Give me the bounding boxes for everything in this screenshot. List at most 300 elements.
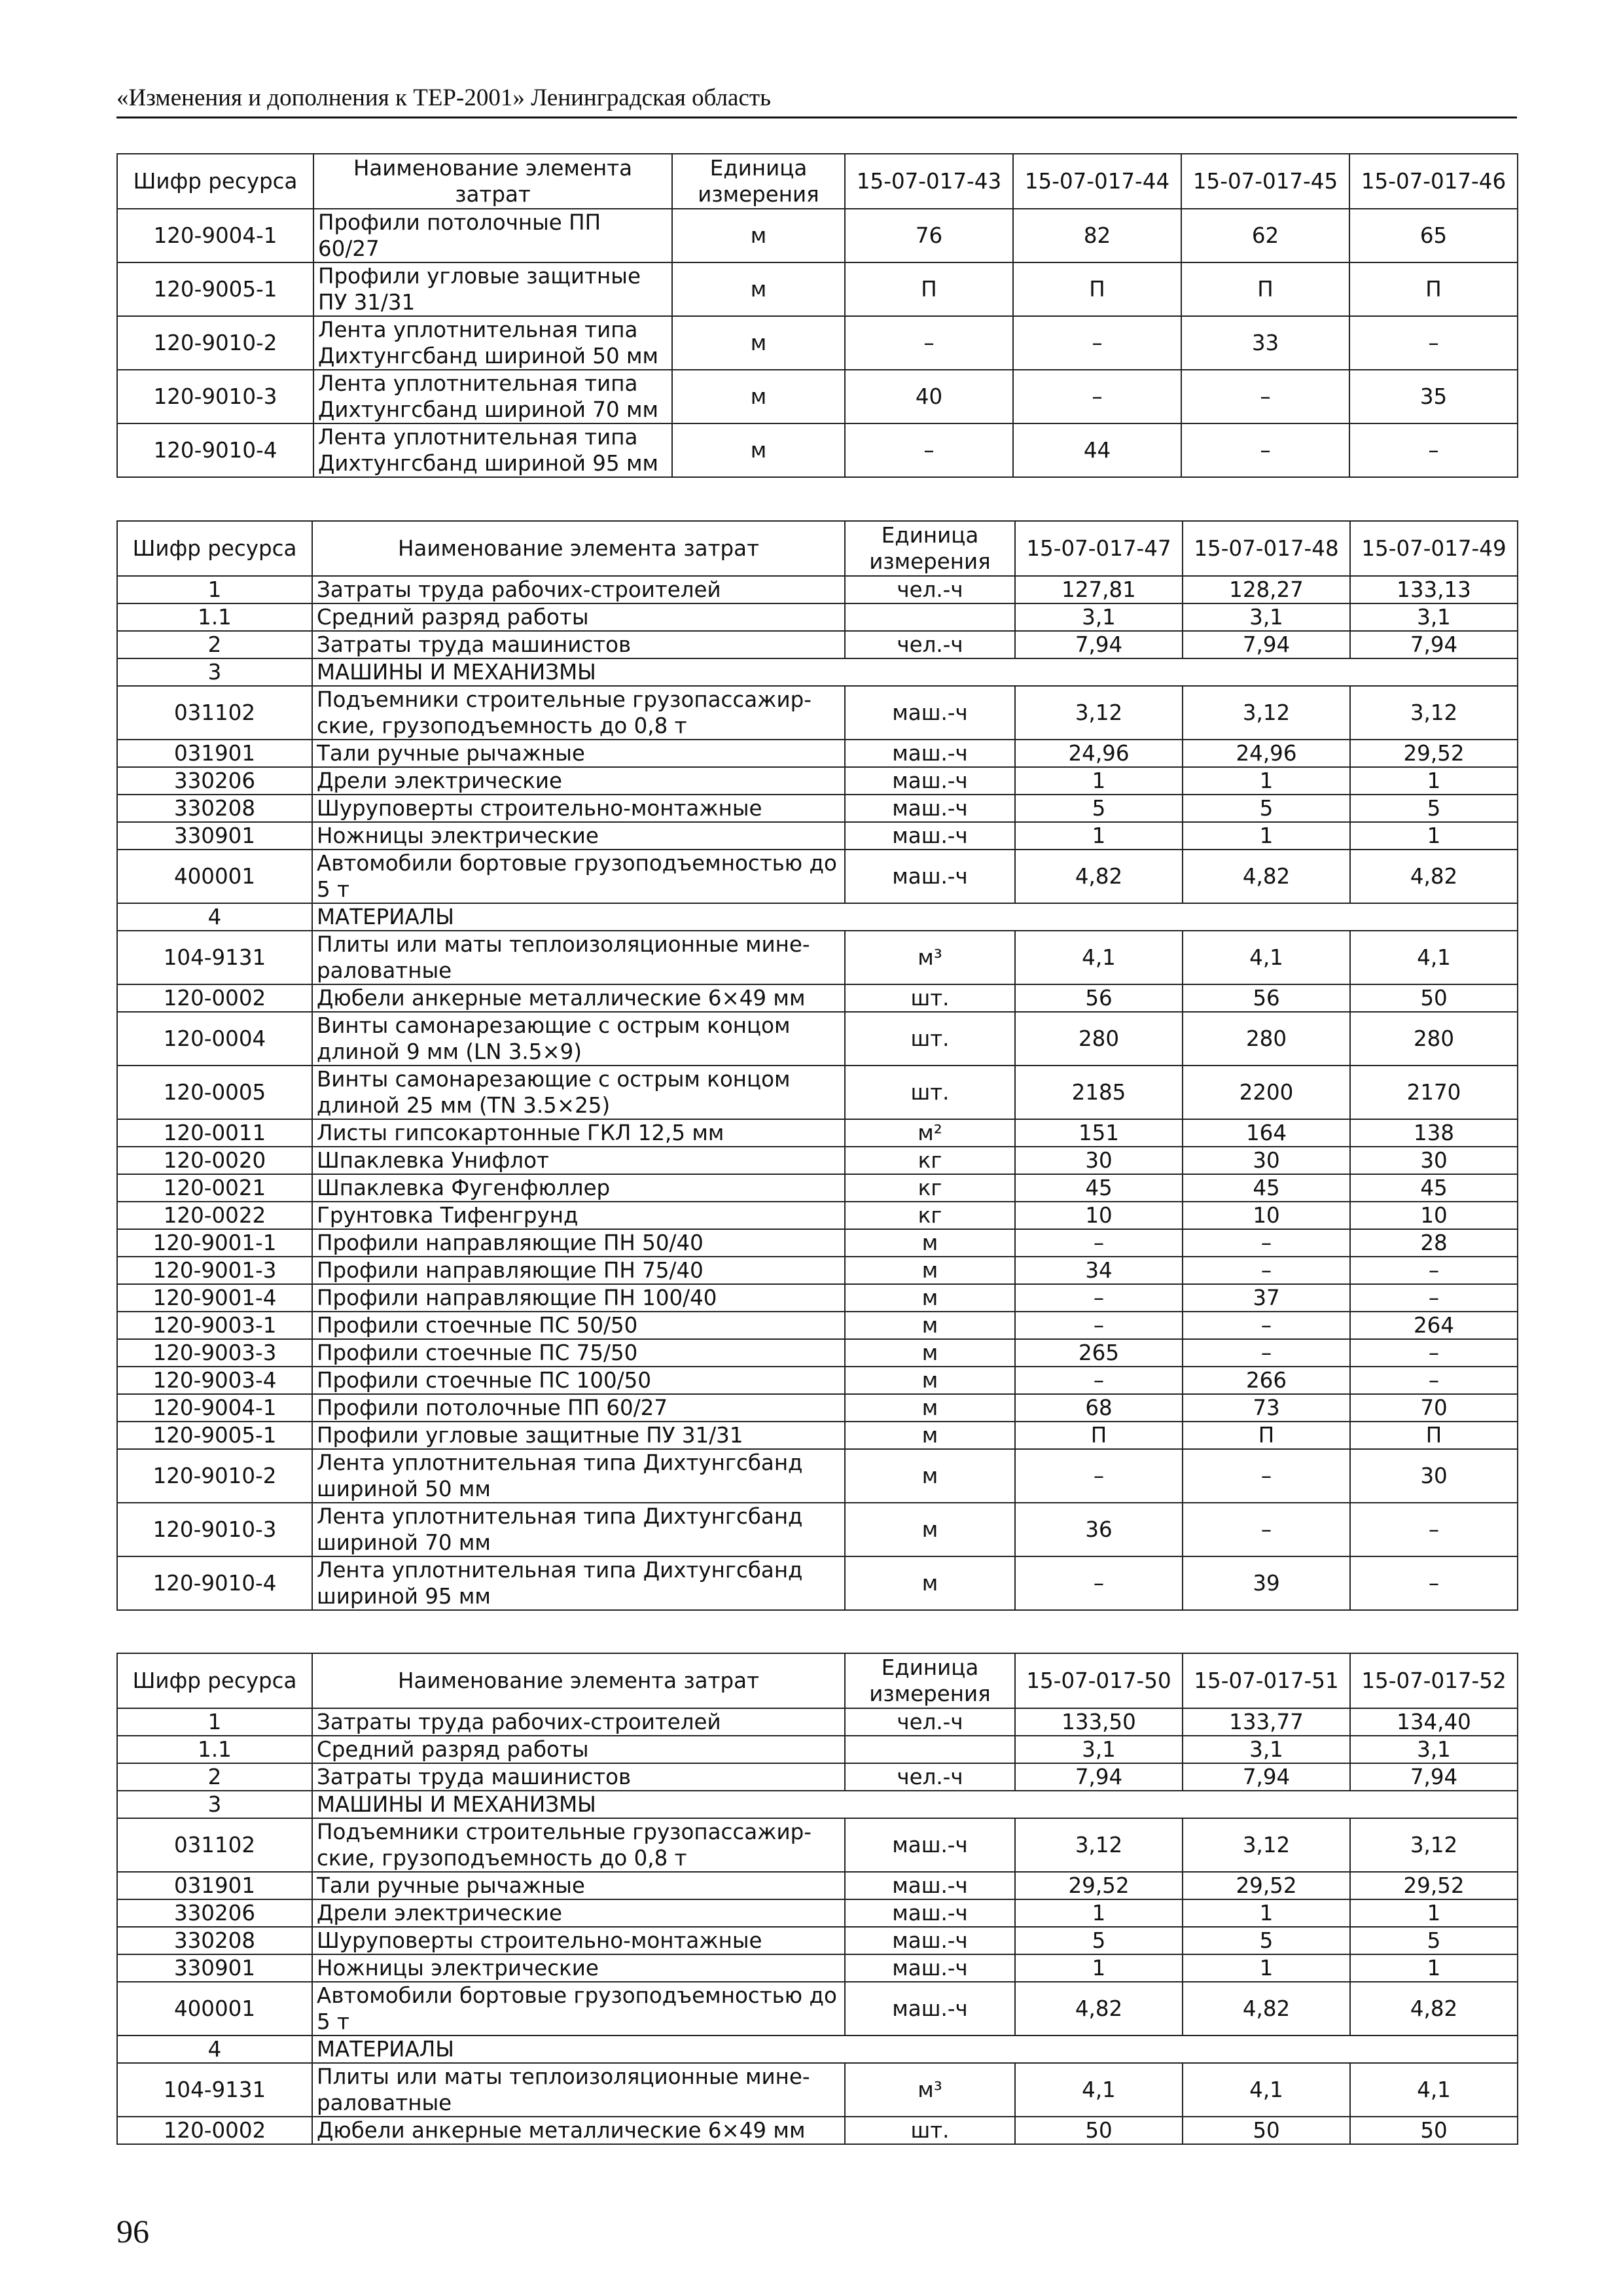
resource-code: 120-9005-1: [117, 262, 313, 316]
cost-element-name: Профили потолочные ПП 60/27: [313, 209, 672, 262]
value-cell: 2170: [1350, 1066, 1518, 1119]
value-cell: 4,82: [1183, 1982, 1350, 2036]
value-cell: –: [1349, 423, 1518, 477]
cost-element-name: Профили стоечные ПС 50/50: [312, 1312, 845, 1339]
unit: шт.: [845, 1012, 1015, 1066]
resource-code: 104-9131: [117, 931, 312, 984]
resource-code: 330901: [117, 822, 312, 850]
value-cell: 4,82: [1350, 850, 1518, 903]
value-cell: 37: [1183, 1284, 1350, 1312]
value-cell: 65: [1349, 209, 1518, 262]
value-cell: 29,52: [1015, 1872, 1183, 1899]
value-cell: 1: [1350, 1899, 1518, 1927]
cost-element-name: Дрели электрические: [312, 767, 845, 795]
value-cell: –: [1350, 1503, 1518, 1556]
table-header-row: [117, 154, 1518, 209]
value-cell: 3,1: [1183, 603, 1350, 631]
table-row: [117, 1339, 1518, 1367]
unit: м³: [845, 931, 1015, 984]
value-cell: 1: [1183, 1954, 1350, 1982]
value-cell: –: [1015, 1284, 1183, 1312]
unit: кг: [845, 1147, 1015, 1174]
cost-element-name: Автомобили бортовые грузоподъемностью до 5 т: [312, 1982, 845, 2036]
cost-element-name: МАТЕРИАЛЫ: [312, 903, 1518, 931]
value-cell: П: [1015, 1422, 1183, 1449]
value-cell: –: [1350, 1339, 1518, 1367]
section-row: [117, 1791, 1518, 1818]
unit: шт.: [845, 1066, 1015, 1119]
resource-code: 120-9003-3: [117, 1339, 312, 1367]
value-cell: 265: [1015, 1339, 1183, 1367]
unit: м: [845, 1229, 1015, 1257]
table-row: [117, 1257, 1518, 1284]
cost-element-name: Подъемники строительные грузопассажир-ские, грузоподъемность до 0,8 т: [312, 1818, 845, 1872]
table-row: [117, 316, 1518, 370]
cost-element-name: Плиты или маты теплоизоляционные мине-раловатные: [312, 2063, 845, 2117]
table-header-row: [117, 1653, 1518, 1708]
value-cell: 1: [1015, 822, 1183, 850]
cost-element-name: Грунтовка Тифенгрунд: [312, 1202, 845, 1229]
table-row: [117, 1982, 1518, 2036]
cost-element-name: Винты самонарезающие с острым концом длиной 9 мм (LN 3.5×9): [312, 1012, 845, 1066]
resource-code: 4: [117, 2036, 312, 2063]
unit: м: [845, 1284, 1015, 1312]
value-cell: 1: [1350, 767, 1518, 795]
table-row: [117, 423, 1518, 477]
cost-element-name: Лента уплотнительная типа Дихтунгсбанд шириной 50 мм: [312, 1449, 845, 1503]
table-row: [117, 2117, 1518, 2144]
column-header: 15-07-017-50: [1015, 1653, 1183, 1708]
value-cell: 4,1: [1183, 2063, 1350, 2117]
column-header: Шифр ресурса: [117, 521, 312, 576]
value-cell: 33: [1181, 316, 1349, 370]
cost-element-name: Подъемники строительные грузопассажир-ские, грузоподъемность до 0,8 т: [312, 686, 845, 740]
resource-code: 120-9003-1: [117, 1312, 312, 1339]
resource-code: 330206: [117, 1899, 312, 1927]
table-row: [117, 767, 1518, 795]
unit: м: [672, 370, 845, 423]
value-cell: 7,94: [1183, 1763, 1350, 1791]
value-cell: 10: [1015, 1202, 1183, 1229]
value-cell: –: [1015, 1312, 1183, 1339]
cost-element-name: Затраты труда рабочих-строителей: [312, 1708, 845, 1736]
cost-element-name: Тали ручные рычажные: [312, 740, 845, 767]
unit: м: [845, 1503, 1015, 1556]
unit: м: [845, 1556, 1015, 1610]
value-cell: –: [1015, 1229, 1183, 1257]
value-cell: 62: [1181, 209, 1349, 262]
table-row: [117, 1147, 1518, 1174]
resource-code: 120-9010-3: [117, 370, 313, 423]
value-cell: 56: [1015, 984, 1183, 1012]
table-row: [117, 1556, 1518, 1610]
resource-table-1: [116, 153, 1518, 478]
cost-element-name: Тали ручные рычажные: [312, 1872, 845, 1899]
value-cell: 82: [1013, 209, 1181, 262]
value-cell: 50: [1350, 2117, 1518, 2144]
unit: м: [845, 1367, 1015, 1394]
value-cell: 280: [1350, 1012, 1518, 1066]
cost-element-name: Автомобили бортовые грузоподъемностью до 5 т: [312, 850, 845, 903]
unit: м²: [845, 1119, 1015, 1147]
cost-element-name: Профили направляющие ПН 75/40: [312, 1257, 845, 1284]
resource-code: 2: [117, 1763, 312, 1791]
value-cell: –: [845, 316, 1013, 370]
column-header: Единица измерения: [672, 154, 845, 209]
value-cell: 24,96: [1015, 740, 1183, 767]
resource-code: 031901: [117, 740, 312, 767]
cost-element-name: Шуруповерты строительно-монтажные: [312, 795, 845, 822]
column-header: 15-07-017-43: [845, 154, 1013, 209]
resource-code: 120-9010-3: [117, 1503, 312, 1556]
cost-element-name: Ножницы электрические: [312, 1954, 845, 1982]
unit: маш.-ч: [845, 740, 1015, 767]
cost-element-name: Затраты труда рабочих-строителей: [312, 576, 845, 603]
cost-element-name: Дрели электрические: [312, 1899, 845, 1927]
column-header: Единица измерения: [845, 521, 1015, 576]
value-cell: –: [1183, 1257, 1350, 1284]
value-cell: 3,12: [1015, 686, 1183, 740]
value-cell: 30: [1350, 1449, 1518, 1503]
table-row: [117, 795, 1518, 822]
table-row: [117, 209, 1518, 262]
table-row: [117, 1927, 1518, 1954]
resource-code: 1.1: [117, 603, 312, 631]
value-cell: 45: [1183, 1174, 1350, 1202]
cost-element-name: Листы гипсокартонные ГКЛ 12,5 мм: [312, 1119, 845, 1147]
table-header-row: [117, 521, 1518, 576]
resource-code: 031901: [117, 1872, 312, 1899]
value-cell: –: [1015, 1449, 1183, 1503]
value-cell: 30: [1015, 1147, 1183, 1174]
value-cell: 29,52: [1350, 1872, 1518, 1899]
value-cell: 39: [1183, 1556, 1350, 1610]
value-cell: 10: [1183, 1202, 1350, 1229]
cost-element-name: Затраты труда машинистов: [312, 1763, 845, 1791]
unit: [845, 1736, 1015, 1763]
value-cell: 4,1: [1015, 931, 1183, 984]
cost-element-name: Лента уплотнительная типа Дихтунгсбанд шириной 50 мм: [313, 316, 672, 370]
resource-code: 120-0002: [117, 2117, 312, 2144]
resource-code: 120-0020: [117, 1147, 312, 1174]
unit: чел.-ч: [845, 576, 1015, 603]
column-header: 15-07-017-45: [1181, 154, 1349, 209]
value-cell: 34: [1015, 1257, 1183, 1284]
resource-code: 031102: [117, 1818, 312, 1872]
value-cell: –: [1183, 1229, 1350, 1257]
value-cell: 264: [1350, 1312, 1518, 1339]
cost-element-name: Лента уплотнительная типа Дихтунгсбанд шириной 95 мм: [312, 1556, 845, 1610]
resource-code: 120-9010-4: [117, 1556, 312, 1610]
unit: маш.-ч: [845, 767, 1015, 795]
table-row: [117, 1818, 1518, 1872]
value-cell: 28: [1350, 1229, 1518, 1257]
value-cell: 44: [1013, 423, 1181, 477]
value-cell: 1: [1183, 822, 1350, 850]
cost-element-name: Дюбели анкерные металлические 6×49 мм: [312, 2117, 845, 2144]
table-row: [117, 1708, 1518, 1736]
column-header: 15-07-017-49: [1350, 521, 1518, 576]
table-row: [117, 1872, 1518, 1899]
value-cell: 1: [1183, 767, 1350, 795]
column-header: 15-07-017-48: [1183, 521, 1350, 576]
cost-element-name: Ножницы электрические: [312, 822, 845, 850]
column-header: 15-07-017-46: [1349, 154, 1518, 209]
cost-element-name: Средний разряд работы: [312, 1736, 845, 1763]
table-row: [117, 1312, 1518, 1339]
value-cell: 7,94: [1183, 631, 1350, 658]
value-cell: 2185: [1015, 1066, 1183, 1119]
unit: м: [845, 1422, 1015, 1449]
value-cell: 1: [1350, 822, 1518, 850]
resource-code: 2: [117, 631, 312, 658]
cost-element-name: Шпаклевка Унифлот: [312, 1147, 845, 1174]
value-cell: –: [1350, 1367, 1518, 1394]
value-cell: –: [1350, 1556, 1518, 1610]
table-row: [117, 1736, 1518, 1763]
table-row: [117, 686, 1518, 740]
table-row: [117, 1422, 1518, 1449]
resource-code: 120-0022: [117, 1202, 312, 1229]
value-cell: 1: [1015, 767, 1183, 795]
table-row: [117, 984, 1518, 1012]
resource-code: 120-9010-2: [117, 1449, 312, 1503]
table-row: [117, 1954, 1518, 1982]
resource-code: 120-9004-1: [117, 1394, 312, 1422]
value-cell: 7,94: [1015, 1763, 1183, 1791]
cost-element-name: Профили потолочные ПП 60/27: [312, 1394, 845, 1422]
value-cell: –: [1013, 316, 1181, 370]
value-cell: 7,94: [1350, 631, 1518, 658]
value-cell: 36: [1015, 1503, 1183, 1556]
table-row: [117, 1503, 1518, 1556]
value-cell: 30: [1350, 1147, 1518, 1174]
resource-code: 031102: [117, 686, 312, 740]
value-cell: 138: [1350, 1119, 1518, 1147]
value-cell: 7,94: [1350, 1763, 1518, 1791]
table-row: [117, 1763, 1518, 1791]
resource-code: 120-0002: [117, 984, 312, 1012]
table-row: [117, 1449, 1518, 1503]
resource-code: 3: [117, 1791, 312, 1818]
table-row: [117, 1202, 1518, 1229]
value-cell: 5: [1015, 1927, 1183, 1954]
value-cell: П: [1183, 1422, 1350, 1449]
resource-code: 120-9004-1: [117, 209, 313, 262]
unit: маш.-ч: [845, 1899, 1015, 1927]
value-cell: 5: [1350, 1927, 1518, 1954]
value-cell: –: [1350, 1257, 1518, 1284]
value-cell: 1: [1350, 1954, 1518, 1982]
unit: маш.-ч: [845, 795, 1015, 822]
unit: м: [845, 1339, 1015, 1367]
unit: маш.-ч: [845, 1818, 1015, 1872]
value-cell: –: [1183, 1339, 1350, 1367]
unit: маш.-ч: [845, 686, 1015, 740]
value-cell: 3,1: [1350, 1736, 1518, 1763]
cost-element-name: Лента уплотнительная типа Дихтунгсбанд шириной 70 мм: [313, 370, 672, 423]
section-row: [117, 903, 1518, 931]
value-cell: 35: [1349, 370, 1518, 423]
value-cell: 4,1: [1350, 2063, 1518, 2117]
value-cell: 5: [1350, 795, 1518, 822]
table-row: [117, 2063, 1518, 2117]
resource-table-2: [116, 520, 1518, 1611]
table-row: [117, 1284, 1518, 1312]
column-header: Шифр ресурса: [117, 1653, 312, 1708]
column-header: 15-07-017-44: [1013, 154, 1181, 209]
cost-element-name: Винты самонарезающие с острым концом длиной 25 мм (TN 3.5×25): [312, 1066, 845, 1119]
value-cell: П: [845, 262, 1013, 316]
resource-code: 120-0004: [117, 1012, 312, 1066]
unit: м: [845, 1257, 1015, 1284]
section-row: [117, 658, 1518, 686]
unit: маш.-ч: [845, 1982, 1015, 2036]
table-row: [117, 822, 1518, 850]
value-cell: 5: [1015, 795, 1183, 822]
unit: маш.-ч: [845, 822, 1015, 850]
unit: м³: [845, 2063, 1015, 2117]
value-cell: П: [1013, 262, 1181, 316]
value-cell: 4,82: [1015, 1982, 1183, 2036]
cost-element-name: МАШИНЫ И МЕХАНИЗМЫ: [312, 1791, 1518, 1818]
value-cell: 280: [1183, 1012, 1350, 1066]
cost-element-name: Плиты или маты теплоизоляционные мине-раловатные: [312, 931, 845, 984]
unit: кг: [845, 1174, 1015, 1202]
column-header: 15-07-017-52: [1350, 1653, 1518, 1708]
value-cell: 5: [1183, 1927, 1350, 1954]
value-cell: –: [1015, 1367, 1183, 1394]
value-cell: 3,12: [1183, 686, 1350, 740]
value-cell: 133,77: [1183, 1708, 1350, 1736]
resource-code: 400001: [117, 850, 312, 903]
cost-element-name: Профили направляющие ПН 100/40: [312, 1284, 845, 1312]
value-cell: 30: [1183, 1147, 1350, 1174]
value-cell: 50: [1015, 2117, 1183, 2144]
resource-code: 1: [117, 576, 312, 603]
value-cell: 76: [845, 209, 1013, 262]
value-cell: 50: [1183, 2117, 1350, 2144]
table-row: [117, 631, 1518, 658]
value-cell: –: [1349, 316, 1518, 370]
column-header: 15-07-017-51: [1183, 1653, 1350, 1708]
value-cell: –: [1015, 1556, 1183, 1610]
resource-code: 120-9001-3: [117, 1257, 312, 1284]
cost-element-name: Профили угловые защитные ПУ 31/31: [312, 1422, 845, 1449]
value-cell: 4,82: [1015, 850, 1183, 903]
value-cell: 1: [1015, 1954, 1183, 1982]
resource-code: 330206: [117, 767, 312, 795]
value-cell: –: [1181, 423, 1349, 477]
value-cell: 280: [1015, 1012, 1183, 1066]
value-cell: 3,1: [1015, 1736, 1183, 1763]
cost-element-name: Шуруповерты строительно-монтажные: [312, 1927, 845, 1954]
table-row: [117, 1066, 1518, 1119]
value-cell: 266: [1183, 1367, 1350, 1394]
cost-element-name: МАТЕРИАЛЫ: [312, 2036, 1518, 2063]
value-cell: 4,1: [1350, 931, 1518, 984]
cost-element-name: Дюбели анкерные металлические 6×49 мм: [312, 984, 845, 1012]
unit: м: [845, 1394, 1015, 1422]
unit: маш.-ч: [845, 1954, 1015, 1982]
table-row: [117, 1229, 1518, 1257]
resource-code: 330208: [117, 1927, 312, 1954]
cost-element-name: Лента уплотнительная типа Дихтунгсбанд шириной 95 мм: [313, 423, 672, 477]
value-cell: 73: [1183, 1394, 1350, 1422]
unit: м: [672, 423, 845, 477]
value-cell: –: [1183, 1312, 1350, 1339]
value-cell: П: [1349, 262, 1518, 316]
resource-code: 104-9131: [117, 2063, 312, 2117]
value-cell: 3,12: [1183, 1818, 1350, 1872]
column-header: Шифр ресурса: [117, 154, 313, 209]
unit: шт.: [845, 984, 1015, 1012]
column-header: Наименование элемента затрат: [312, 1653, 845, 1708]
resource-code: 120-9010-4: [117, 423, 313, 477]
unit: чел.-ч: [845, 1708, 1015, 1736]
value-cell: 3,1: [1183, 1736, 1350, 1763]
table-row: [117, 1119, 1518, 1147]
value-cell: 164: [1183, 1119, 1350, 1147]
table-row: [117, 1012, 1518, 1066]
value-cell: 4,1: [1183, 931, 1350, 984]
table-row: [117, 1899, 1518, 1927]
resource-code: 120-0005: [117, 1066, 312, 1119]
value-cell: 3,12: [1350, 1818, 1518, 1872]
unit: маш.-ч: [845, 850, 1015, 903]
table-row: [117, 1394, 1518, 1422]
table-row: [117, 1174, 1518, 1202]
column-header: Единица измерения: [845, 1653, 1015, 1708]
value-cell: –: [1350, 1284, 1518, 1312]
unit: м: [845, 1312, 1015, 1339]
value-cell: 4,82: [1183, 850, 1350, 903]
value-cell: 128,27: [1183, 576, 1350, 603]
unit: маш.-ч: [845, 1872, 1015, 1899]
value-cell: 24,96: [1183, 740, 1350, 767]
page-number: 96: [116, 2213, 149, 2250]
value-cell: 4,82: [1350, 1982, 1518, 2036]
value-cell: 29,52: [1183, 1872, 1350, 1899]
unit: м: [845, 1449, 1015, 1503]
resource-code: 1.1: [117, 1736, 312, 1763]
value-cell: 127,81: [1015, 576, 1183, 603]
column-header: Наименование элемента затрат: [312, 521, 845, 576]
resource-code: 330901: [117, 1954, 312, 1982]
cost-element-name: Профили стоечные ПС 75/50: [312, 1339, 845, 1367]
table-row: [117, 1367, 1518, 1394]
table-row: [117, 576, 1518, 603]
value-cell: –: [1013, 370, 1181, 423]
value-cell: 10: [1350, 1202, 1518, 1229]
resource-code: 120-0011: [117, 1119, 312, 1147]
resource-code: 4: [117, 903, 312, 931]
value-cell: 68: [1015, 1394, 1183, 1422]
resource-code: 330208: [117, 795, 312, 822]
resource-code: 120-9005-1: [117, 1422, 312, 1449]
value-cell: 50: [1350, 984, 1518, 1012]
cost-element-name: Профили стоечные ПС 100/50: [312, 1367, 845, 1394]
table-row: [117, 740, 1518, 767]
resource-table-3: [116, 1653, 1518, 2145]
value-cell: 56: [1183, 984, 1350, 1012]
cost-element-name: Профили угловые защитные ПУ 31/31: [313, 262, 672, 316]
unit: м: [672, 209, 845, 262]
unit: м: [672, 316, 845, 370]
resource-code: 120-9003-4: [117, 1367, 312, 1394]
value-cell: –: [1183, 1449, 1350, 1503]
table-row: [117, 370, 1518, 423]
